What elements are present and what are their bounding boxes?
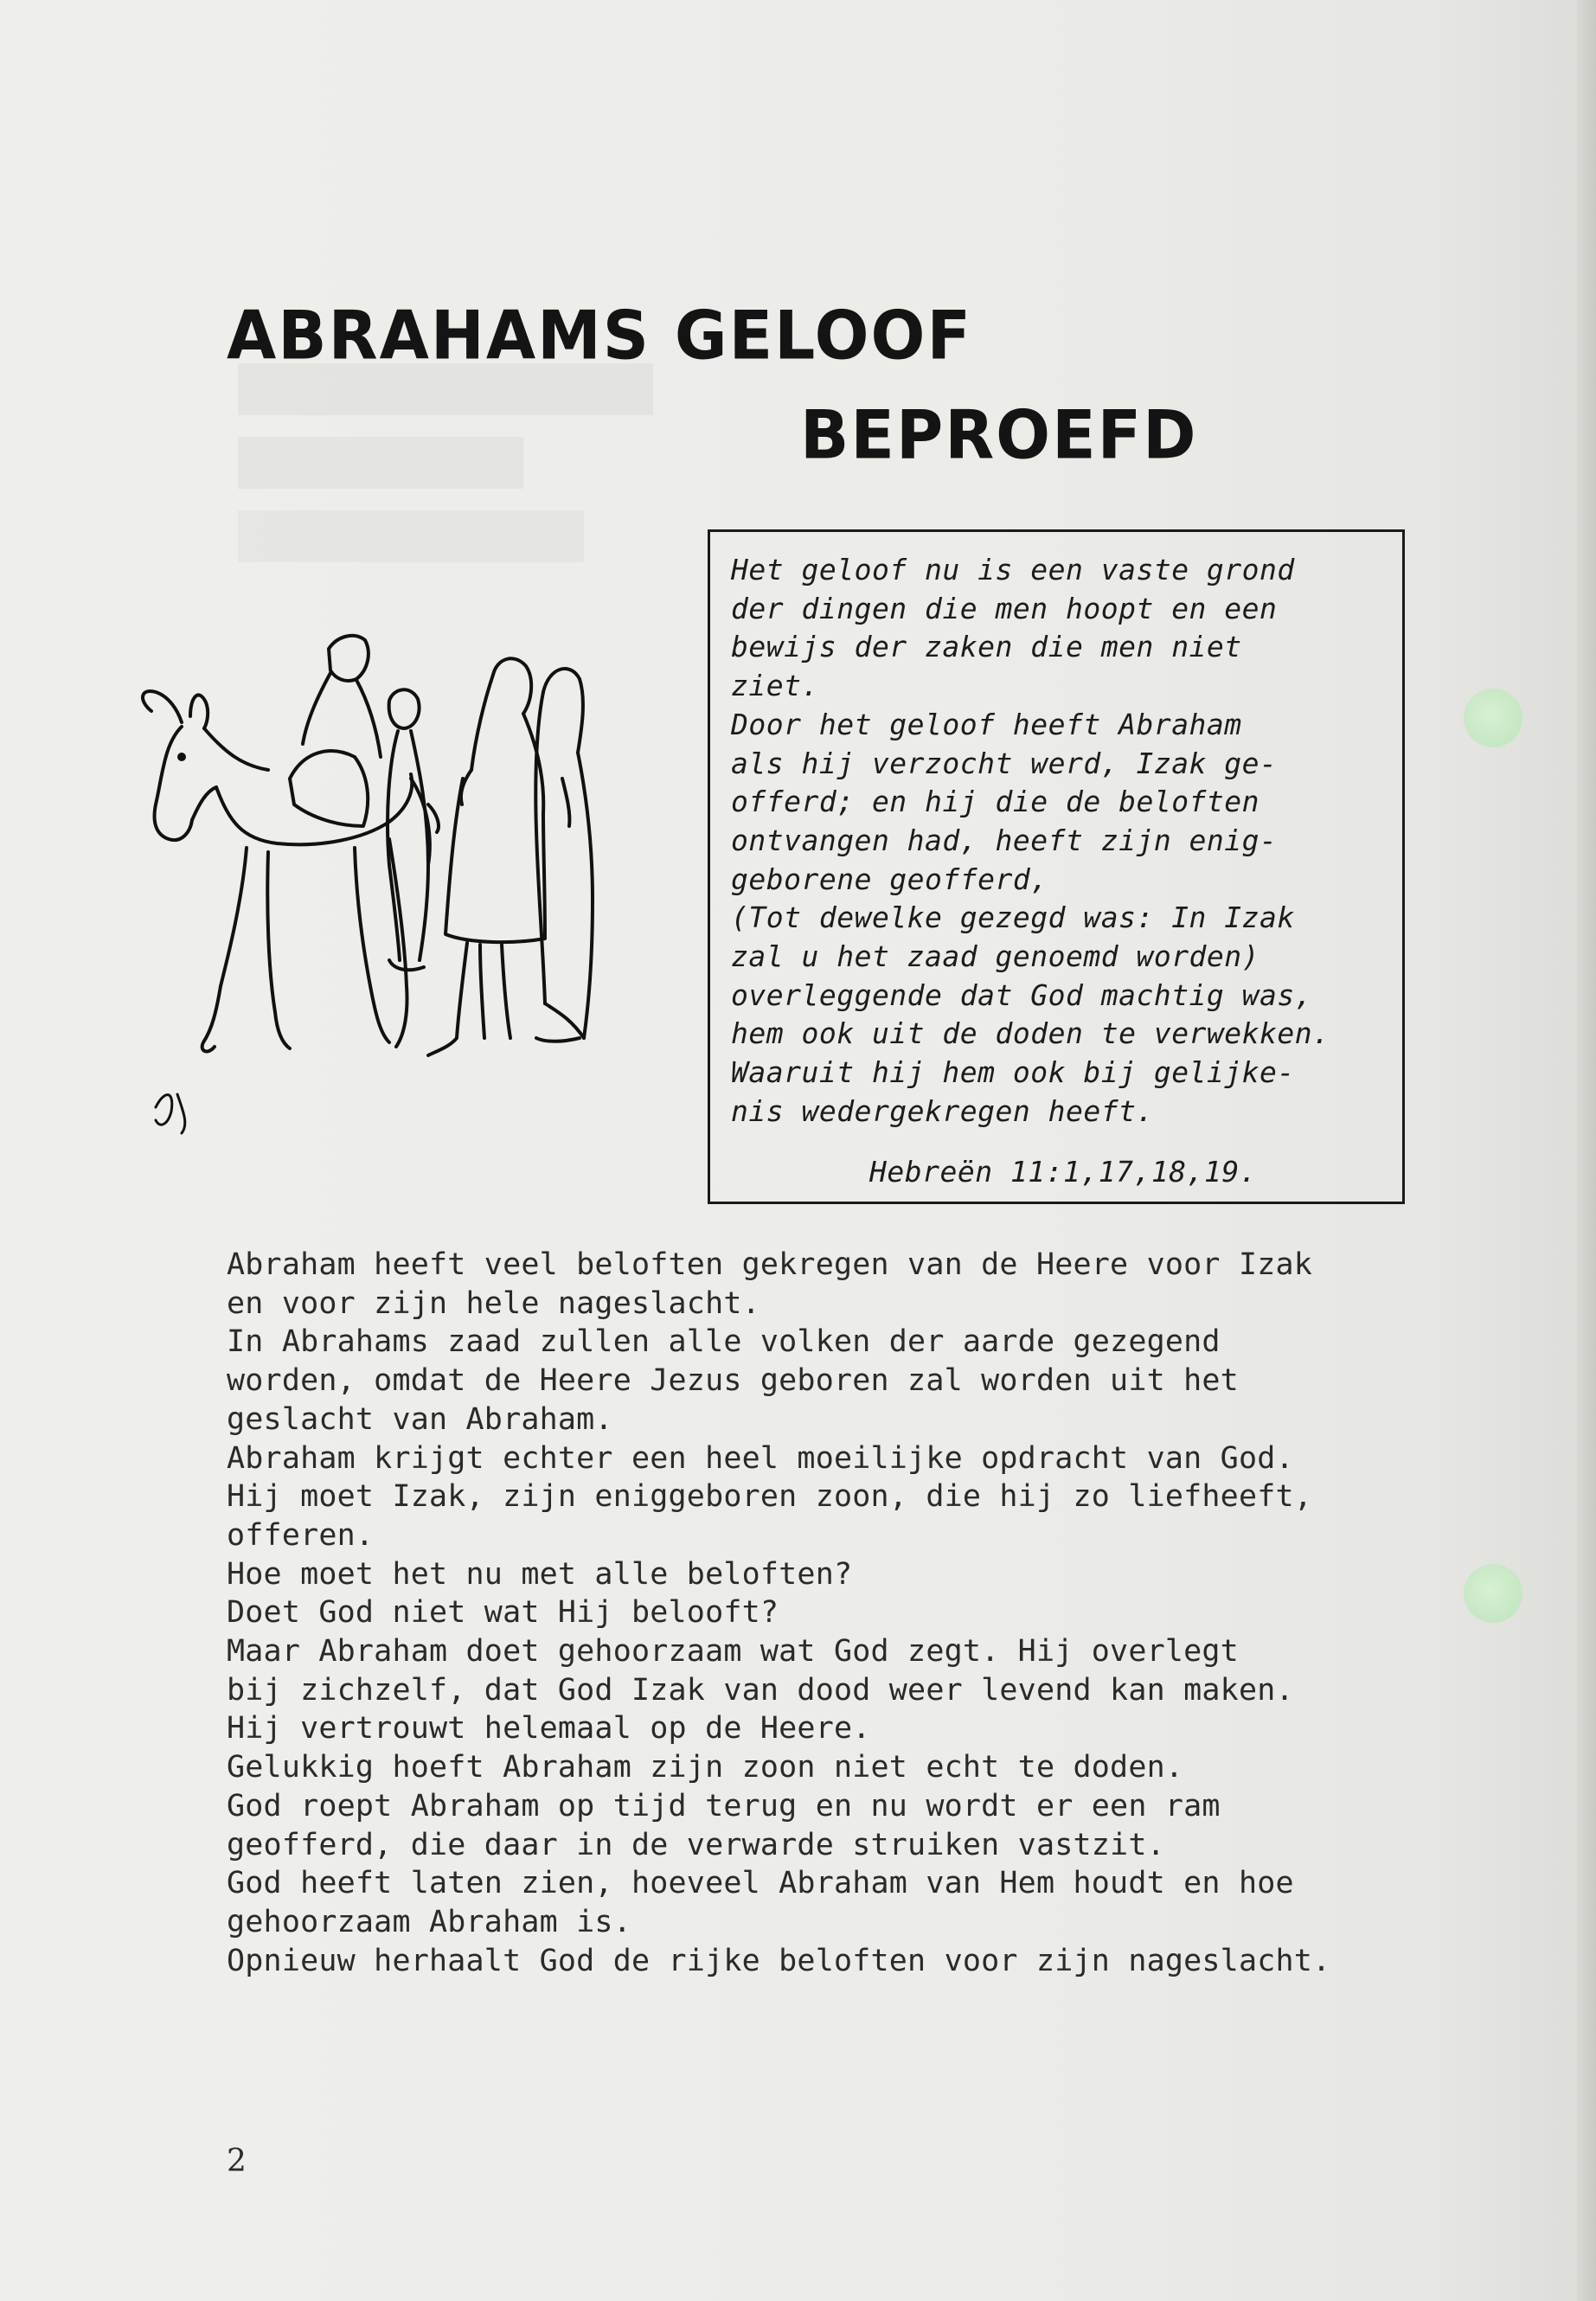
punch-hole-icon <box>1464 689 1522 747</box>
quote-line: hem ook uit de doden te verwekken. <box>731 1016 1330 1051</box>
quote-line: bewijs der zaken die men niet <box>731 630 1242 664</box>
body-line: Hij moet Izak, zijn eniggeboren zoon, die hij zo liefheeft, <box>227 1479 1313 1515</box>
quote-line: offerd; en hij die de beloften <box>731 785 1260 819</box>
body-text <box>227 1246 1420 1980</box>
body-line: geslacht van Abraham. <box>227 1401 613 1437</box>
body-line: Abraham heeft veel beloften gekregen van de Heere voor Izak <box>227 1247 1313 1282</box>
quote-line: als hij verzocht werd, Izak ge- <box>731 746 1278 780</box>
quote-line: nis wedergekregen heeft. <box>731 1093 1154 1128</box>
body-line: God roept Abraham op tijd terug en nu wordt er een ram <box>227 1788 1221 1823</box>
body-line: offeren. <box>227 1517 375 1553</box>
show-through-shadow <box>234 355 683 583</box>
body-line: Maar Abraham doet gehoorzaam wat God zegt. Hij overlegt <box>227 1634 1239 1670</box>
body-line: Doet God niet wat Hij belooft? <box>227 1595 779 1631</box>
quote-line: der dingen die men hoopt en een <box>731 591 1278 625</box>
page-edge <box>1577 0 1596 2301</box>
body-line: en voor zijn hele nageslacht. <box>227 1285 760 1321</box>
page-title-line1: ABRAHAMS GELOOF <box>227 296 972 375</box>
quote-line: geborene geofferd, <box>731 862 1048 896</box>
quote-line: zal u het zaad genoemd worden) <box>731 939 1260 974</box>
body-line: Hij vertrouwt helemaal op de Heere. <box>227 1711 871 1747</box>
quote-line: overleggende dat God machtig was, <box>731 977 1313 1012</box>
quote-line: (Tot dewelke gezegd was: In Izak <box>731 901 1295 935</box>
page-title-line2: BEPROEFD <box>800 395 1198 475</box>
quote-line: Het geloof nu is een vaste grond <box>731 553 1295 586</box>
quote-line: ziet. <box>731 669 819 703</box>
body-line: bij zichzelf, dat God Izak van dood weer levend kan maken. <box>227 1672 1294 1708</box>
page-number: 2 <box>227 2144 247 2179</box>
body-line: worden, omdat de Heere Jezus geboren zal worden uit het <box>227 1363 1239 1399</box>
abraham-isaac-donkey-drawing-icon <box>130 606 701 1159</box>
quote-reference: Hebreën 11:1,17,18,19. <box>869 1155 1258 1189</box>
quote-line: Door het geloof heeft Abraham <box>731 707 1242 741</box>
body-line: gehoorzaam Abraham is. <box>227 1904 631 1939</box>
body-line: Abraham krijgt echter een heel moeilijke opdracht van God. <box>227 1440 1294 1476</box>
body-line: Opnieuw herhaalt God de rijke beloften voor zijn nageslacht. <box>227 1943 1331 1978</box>
body-line: In Abrahams zaad zullen alle volken der aarde gezegend <box>227 1324 1221 1360</box>
body-line: Hoe moet het nu met alle beloften? <box>227 1556 853 1592</box>
quote-line: ontvangen had, heeft zijn enig- <box>731 823 1278 857</box>
punch-hole-icon <box>1464 1564 1522 1623</box>
body-line: geofferd, die daar in de verwarde struiken vastzit. <box>227 1827 1165 1862</box>
bible-quote-box <box>708 529 1405 1204</box>
body-line: God heeft laten zien, hoeveel Abraham van Hem houdt en hoe <box>227 1866 1294 1901</box>
quote-line: Waaruit hij hem ook bij gelijke- <box>731 1055 1295 1090</box>
body-line: Gelukkig hoeft Abraham zijn zoon niet echt te doden. <box>227 1750 1184 1785</box>
